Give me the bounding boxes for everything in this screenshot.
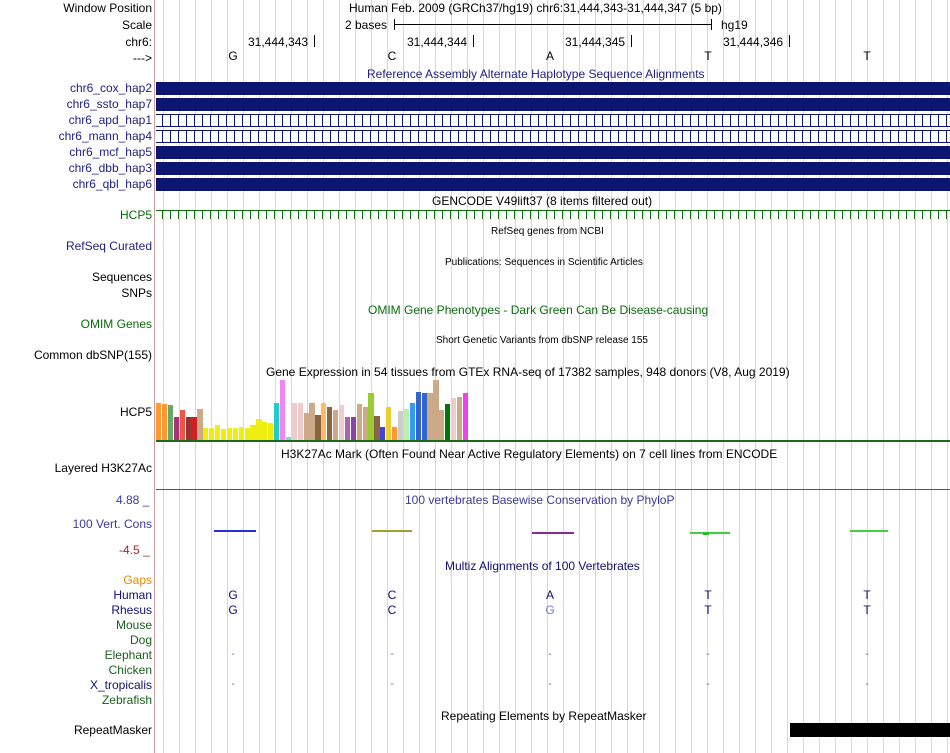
haplotype-alignment-bar[interactable] xyxy=(156,114,950,127)
grid-line xyxy=(243,0,244,753)
multiz-title: Multiz Alignments of 100 Vertebrates xyxy=(445,559,640,573)
gtex-tissue-bar[interactable] xyxy=(321,403,326,440)
gtex-tissue-bar[interactable] xyxy=(215,425,220,440)
alignment-base: T xyxy=(863,603,871,617)
alignment-base: - xyxy=(706,649,710,660)
gtex-tissue-bar[interactable] xyxy=(357,404,362,440)
gtex-tissue-bar[interactable] xyxy=(386,407,391,440)
ruler-tick xyxy=(473,35,474,47)
alignment-base: - xyxy=(548,649,552,660)
ruler-position: 31,444,346 xyxy=(723,35,784,49)
gtex-tissue-bar[interactable] xyxy=(162,404,167,440)
chrom-label: chr6: xyxy=(125,35,152,49)
omim-title: OMIM Gene Phenotypes - Dark Green Can Be Disease-causing xyxy=(368,303,709,317)
grid-line xyxy=(867,0,868,753)
grid-line xyxy=(851,0,852,753)
haplotype-alignment-bar[interactable] xyxy=(156,146,950,159)
gtex-tissue-bar[interactable] xyxy=(209,428,214,440)
gtex-tissue-bar[interactable] xyxy=(339,405,344,440)
gencode-gene-label[interactable]: HCP5 xyxy=(119,208,152,222)
gtex-expression-chart[interactable] xyxy=(156,380,950,440)
reference-base: T xyxy=(704,49,712,63)
scale-label: Scale xyxy=(121,18,152,32)
species-label[interactable]: Elephant xyxy=(104,648,152,662)
gtex-tissue-bar[interactable] xyxy=(250,425,255,440)
omim-label[interactable]: OMIM Genes xyxy=(80,317,152,331)
gtex-tissue-bar[interactable] xyxy=(292,403,297,440)
gtex-tissue-bar[interactable] xyxy=(239,427,244,440)
alignment-base: - xyxy=(231,679,235,690)
gtex-tissue-bar[interactable] xyxy=(327,407,332,440)
haplotype-label[interactable]: chr6_qbl_hap6 xyxy=(72,177,152,191)
gtex-tissue-bar[interactable] xyxy=(274,403,279,440)
gtex-tissue-bar[interactable] xyxy=(156,403,161,440)
ruler-position: 31,444,343 xyxy=(248,35,309,49)
grid-line xyxy=(947,0,948,753)
gencode-gene-feature[interactable] xyxy=(156,210,950,219)
reference-base: G xyxy=(228,49,238,63)
gtex-tissue-bar[interactable] xyxy=(298,403,303,440)
scale-bar xyxy=(394,24,711,25)
alignment-base: A xyxy=(545,588,554,602)
haplotype-label[interactable]: chr6_apd_hap1 xyxy=(68,113,152,127)
phylop-signal-2 xyxy=(372,530,412,532)
gtex-tissue-bar[interactable] xyxy=(416,392,421,440)
gtex-tissue-bar[interactable] xyxy=(197,409,202,440)
gtex-tissue-bar[interactable] xyxy=(374,416,379,440)
grid-line xyxy=(163,0,164,753)
publications-snps-label[interactable]: SNPs xyxy=(121,286,152,300)
window-position-label: Window Position xyxy=(63,1,152,15)
repeatmasker-title: Repeating Elements by RepeatMasker xyxy=(441,709,647,723)
alignment-base: G xyxy=(228,588,238,602)
gtex-label[interactable]: HCP5 xyxy=(119,405,152,419)
grid-line xyxy=(179,0,180,753)
alignment-base: T xyxy=(863,588,871,602)
gtex-tissue-bar[interactable] xyxy=(392,427,397,440)
phylop-signal-5 xyxy=(850,530,888,532)
haplotype-label[interactable]: chr6_ssto_hap7 xyxy=(66,97,152,111)
alignment-base: C xyxy=(387,603,397,617)
grid-line xyxy=(195,0,196,753)
species-label[interactable]: Zebrafish xyxy=(101,693,152,707)
gtex-tissue-bar[interactable] xyxy=(451,398,456,440)
gtex-tissue-bar[interactable] xyxy=(180,410,185,440)
gtex-tissue-bar[interactable] xyxy=(245,428,250,440)
refseq-label[interactable]: RefSeq Curated xyxy=(65,239,152,253)
assembly-title: Human Feb. 2009 (GRCh37/hg19) chr6:31,444,343-31,444,347 (5 bp) xyxy=(349,1,722,15)
ruler-tick xyxy=(789,35,790,47)
haplotype-label[interactable]: chr6_dbb_hap3 xyxy=(68,161,152,175)
grid-line xyxy=(931,0,932,753)
gtex-tissue-bar[interactable] xyxy=(380,427,385,440)
grid-line xyxy=(883,0,884,753)
alignment-base: - xyxy=(865,649,869,660)
haplotype-alignment-bar[interactable] xyxy=(156,98,950,111)
grid-line xyxy=(211,0,212,753)
species-label[interactable]: Chicken xyxy=(108,663,152,677)
phylop-max-label: 4.88 _ xyxy=(116,493,150,507)
gtex-tissue-bar[interactable] xyxy=(410,403,415,440)
grid-line xyxy=(899,0,900,753)
gtex-tissue-bar[interactable] xyxy=(174,417,179,440)
phylop-signal-4-peak xyxy=(703,532,709,535)
gtex-tissue-bar[interactable] xyxy=(227,428,232,440)
alignment-base: - xyxy=(706,679,710,690)
scale-bar-right-tick xyxy=(711,19,712,30)
species-label[interactable]: X_tropicalis xyxy=(89,678,152,692)
gtex-tissue-bar[interactable] xyxy=(221,429,226,440)
species-label[interactable]: Dog xyxy=(129,633,152,647)
gtex-tissue-bar[interactable] xyxy=(315,415,320,440)
gtex-tissue-bar[interactable] xyxy=(268,423,273,440)
species-label[interactable]: Mouse xyxy=(115,618,152,632)
gtex-tissue-bar[interactable] xyxy=(404,409,409,440)
phylop-signal-4 xyxy=(690,532,730,534)
h3k27ac-label[interactable]: Layered H3K27Ac xyxy=(54,461,152,475)
gtex-baseline xyxy=(156,440,950,442)
strand-label: ---> xyxy=(133,51,152,65)
ruler-position: 31,444,345 xyxy=(565,35,626,49)
repeatmasker-label[interactable]: RepeatMasker xyxy=(73,723,152,737)
alignment-base: - xyxy=(390,679,394,690)
gtex-tissue-bar[interactable] xyxy=(186,417,191,440)
gtex-tissue-bar[interactable] xyxy=(345,417,350,440)
h3k27ac-baseline xyxy=(156,489,950,490)
phylop-signal-3 xyxy=(532,532,574,534)
phylop-title: 100 vertebrates Basewise Conservation by PhyloP xyxy=(405,493,675,507)
gtex-tissue-bar[interactable] xyxy=(463,393,468,440)
haplotype-label[interactable]: chr6_mann_hap4 xyxy=(58,129,152,143)
haplotype-label[interactable]: chr6_cox_hap2 xyxy=(69,81,152,95)
haplotype-alignment-bar[interactable] xyxy=(156,130,950,143)
gtex-tissue-bar[interactable] xyxy=(262,422,267,440)
reference-base: T xyxy=(863,49,871,63)
gtex-tissue-bar[interactable] xyxy=(333,410,338,440)
haplotype-label[interactable]: chr6_mcf_hap5 xyxy=(69,145,152,159)
dbsnp-label[interactable]: Common dbSNP(155) xyxy=(33,348,152,362)
reference-base: C xyxy=(387,49,397,63)
gtex-tissue-bar[interactable] xyxy=(233,428,238,440)
publications-title: Publications: Sequences in Scientific Articles xyxy=(445,257,643,268)
haplotype-alignment-bar[interactable] xyxy=(156,82,950,95)
species-label[interactable]: Human xyxy=(113,588,152,602)
gtex-tissue-bar[interactable] xyxy=(427,393,432,440)
gtex-tissue-bar[interactable] xyxy=(168,405,173,440)
refseq-title: RefSeq genes from NCBI xyxy=(491,226,604,237)
grid-line xyxy=(803,0,804,753)
grid-line xyxy=(227,0,228,753)
gtex-tissue-bar[interactable] xyxy=(363,407,368,440)
gtex-tissue-bar[interactable] xyxy=(398,411,403,440)
gtex-tissue-bar[interactable] xyxy=(457,397,462,440)
alignment-base: G xyxy=(545,603,555,617)
multiz-gaps-label[interactable]: Gaps xyxy=(123,573,152,587)
phylop-min-label: -4.5 _ xyxy=(119,543,150,557)
phylop-signal-1 xyxy=(214,530,256,532)
label-separator xyxy=(154,0,155,753)
haplotypes-title: Reference Assembly Alternate Haplotype Sequence Alignments xyxy=(367,67,705,81)
gtex-tissue-bar[interactable] xyxy=(445,404,450,440)
gtex-tissue-bar[interactable] xyxy=(439,410,444,440)
ruler-position: 31,444,344 xyxy=(407,35,468,49)
gtex-tissue-bar[interactable] xyxy=(280,380,285,440)
gencode-title: GENCODE V49lift37 (8 items filtered out) xyxy=(432,194,653,208)
grid-line xyxy=(819,0,820,753)
scale-text: 2 bases xyxy=(345,18,388,32)
grid-line xyxy=(835,0,836,753)
alignment-base: C xyxy=(387,588,397,602)
alignment-base: - xyxy=(231,649,235,660)
gtex-tissue-bar[interactable] xyxy=(304,413,309,440)
alignment-base: - xyxy=(390,649,394,660)
gtex-tissue-bar[interactable] xyxy=(351,417,356,440)
alignment-base: T xyxy=(704,588,712,602)
h3k27ac-title: H3K27Ac Mark (Often Found Near Active Regulatory Elements) on 7 cell lines from ENCODE xyxy=(281,447,778,461)
gtex-tissue-bar[interactable] xyxy=(368,393,373,440)
grid-line xyxy=(915,0,916,753)
ruler-tick xyxy=(314,35,315,47)
alignment-base: G xyxy=(228,603,238,617)
publications-sequences-label[interactable]: Sequences xyxy=(91,270,152,284)
gtex-tissue-bar[interactable] xyxy=(433,380,438,440)
species-label[interactable]: Rhesus xyxy=(111,603,152,617)
gtex-title: Gene Expression in 54 tissues from GTEx RNA-seq of 17382 samples, 948 donors (V8, Aug 2019) xyxy=(266,365,790,379)
reference-base: A xyxy=(545,49,554,63)
db-label: hg19 xyxy=(721,18,748,32)
scale-bar-left-tick xyxy=(394,19,395,30)
gtex-tissue-bar[interactable] xyxy=(309,403,314,440)
gtex-tissue-bar[interactable] xyxy=(256,419,261,440)
gtex-tissue-bar[interactable] xyxy=(422,393,427,440)
grid-line xyxy=(259,0,260,753)
ruler-tick xyxy=(631,35,632,47)
gtex-tissue-bar[interactable] xyxy=(203,428,208,440)
alignment-base: - xyxy=(865,679,869,690)
haplotype-alignment-bar[interactable] xyxy=(156,162,950,175)
alignment-base: T xyxy=(704,603,712,617)
alignment-base: - xyxy=(548,679,552,690)
repeatmasker-element[interactable] xyxy=(790,723,950,737)
gtex-tissue-bar[interactable] xyxy=(191,417,196,440)
haplotype-alignment-bar[interactable] xyxy=(156,178,950,191)
phylop-label[interactable]: 100 Vert. Cons xyxy=(72,517,152,531)
dbsnp-title: Short Genetic Variants from dbSNP release 155 xyxy=(436,335,648,346)
